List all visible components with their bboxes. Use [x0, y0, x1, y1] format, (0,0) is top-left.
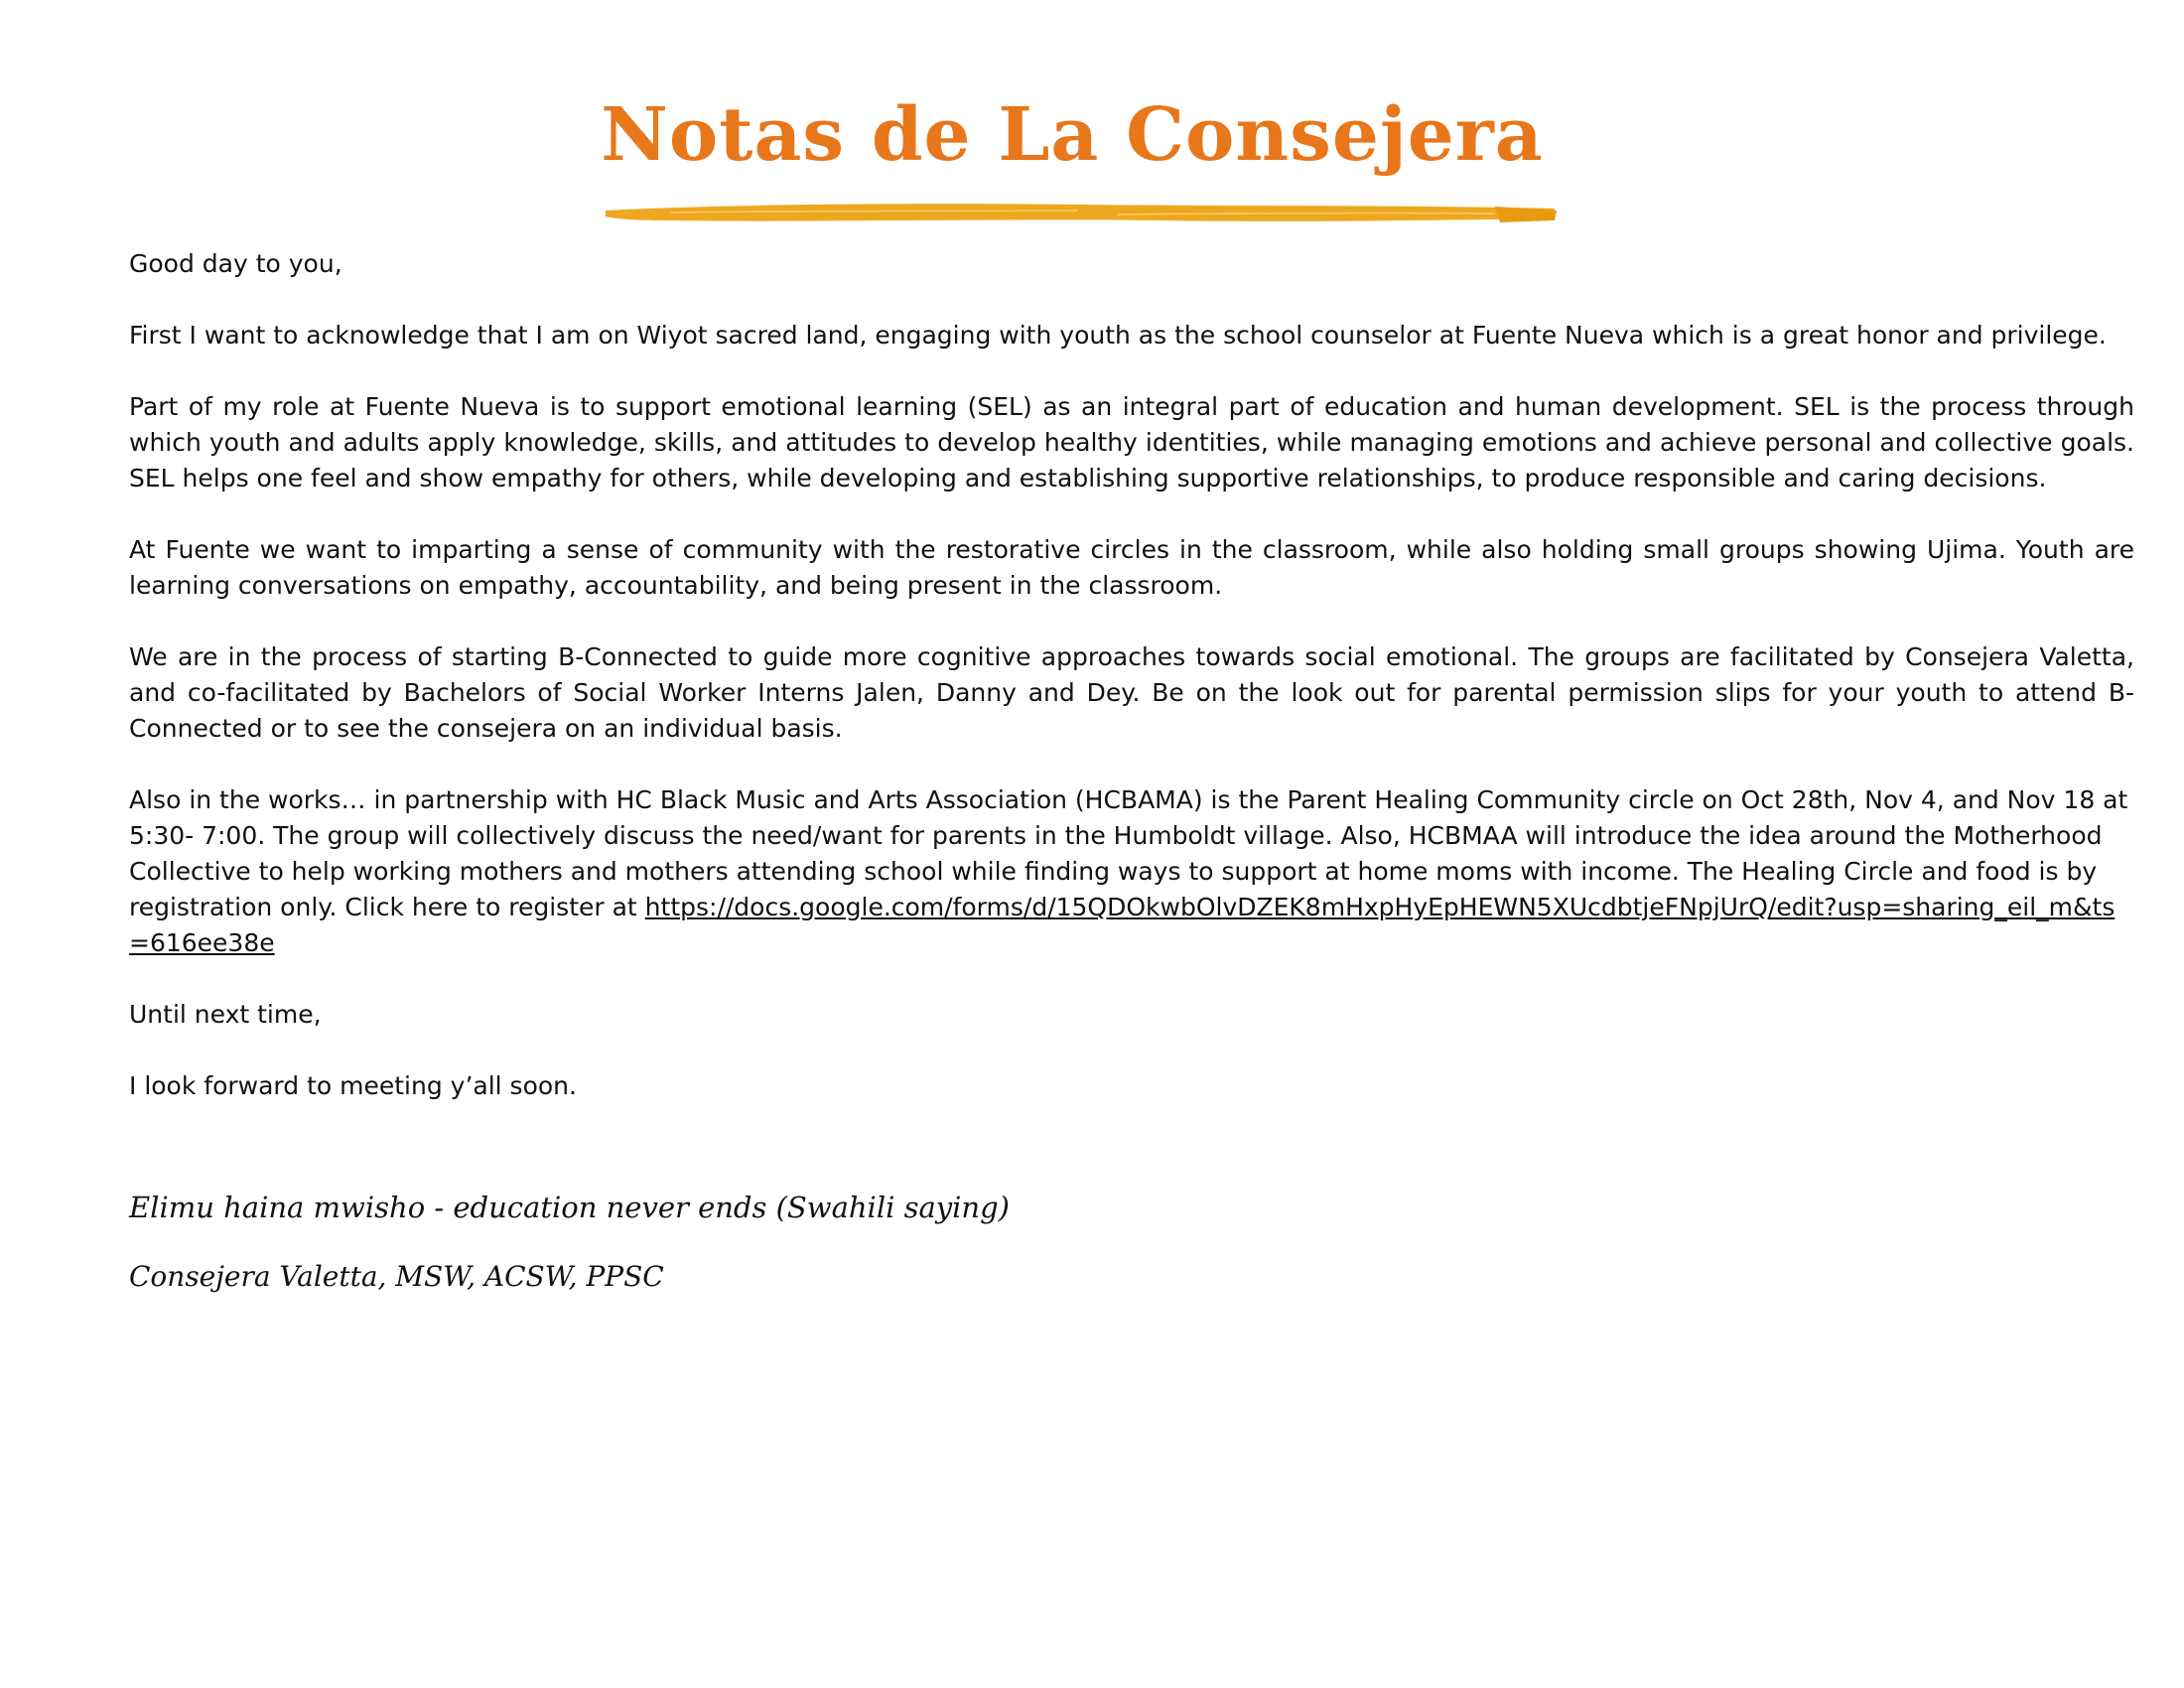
page-title: Notas de La Consejera: [601, 92, 1544, 178]
signature: Consejera Valetta, MSW, ACSW, PPSC: [129, 1260, 664, 1293]
closing-line: Until next time,: [129, 1000, 322, 1029]
look-forward-line: I look forward to meeting y’all soon.: [129, 1071, 577, 1100]
registration-link[interactable]: https://docs.google.com/forms/d/15QDOkwbOlvDZEK8mHxpHyEpHEWN5XUcdbtjeFNpjUrQ/edit?usp=sharing_eil_m&ts=616ee38e: [129, 893, 2116, 957]
brush-stroke-underline: [602, 199, 1559, 226]
paragraph-sel-role: Part of my role at Fuente Nueva is to support emotional learning (SEL) as an integral part of education and human development. SEL is the process through which youth and adults apply knowledge, skills, and attitudes to develop healthy identities, while managing emotions and achieve personal and collective goals. SEL helps one feel and show empathy for others, while developing and establishing supportive relationships, to produce responsible and caring decisions.: [129, 392, 2134, 492]
letter-body: [129, 246, 2134, 1140]
greeting: Good day to you,: [129, 249, 342, 278]
paragraph-healing-circle: [129, 782, 2134, 961]
healing-circle-text: Also in the works… in partnership with HC Black Music and Arts Association (HCBAMA) is the Parent Healing Community circle on Oct 28th, Nov 4, and Nov 18 at 5:30- 7:00. The group will collectively discuss the need/want for parents in the Humboldt village. Also, HCBMAA will introduce the idea around the Motherhood Collective to help working mothers and mothers attending school while finding ways to support at home moms with income. The Healing Circle and food is by registration only. Click here to register at: [129, 785, 2128, 921]
swahili-saying: Elimu haina mwisho - education never ends (Swahili saying): [129, 1191, 1010, 1224]
paragraph-land-acknowledgment: First I want to acknowledge that I am on Wiyot sacred land, engaging with youth as the school counselor at Fuente Nueva which is a great honor and privilege.: [129, 321, 2107, 350]
paragraph-community-circles: At Fuente we want to imparting a sense of community with the restorative circles in the classroom, while also holding small groups showing Ujima. Youth are learning conversations on empathy, accountability, and being present in the classroom.: [129, 535, 2134, 600]
paragraph-b-connected: We are in the process of starting B-Connected to guide more cognitive approaches towards social emotional. The groups are facilitated by Consejera Valetta, and co-facilitated by Bachelors of Social Worker Interns Jalen, Danny and Dey. Be on the look out for parental permission slips for your youth to attend B-Connected or to see the consejera on an individual basis.: [129, 642, 2134, 743]
